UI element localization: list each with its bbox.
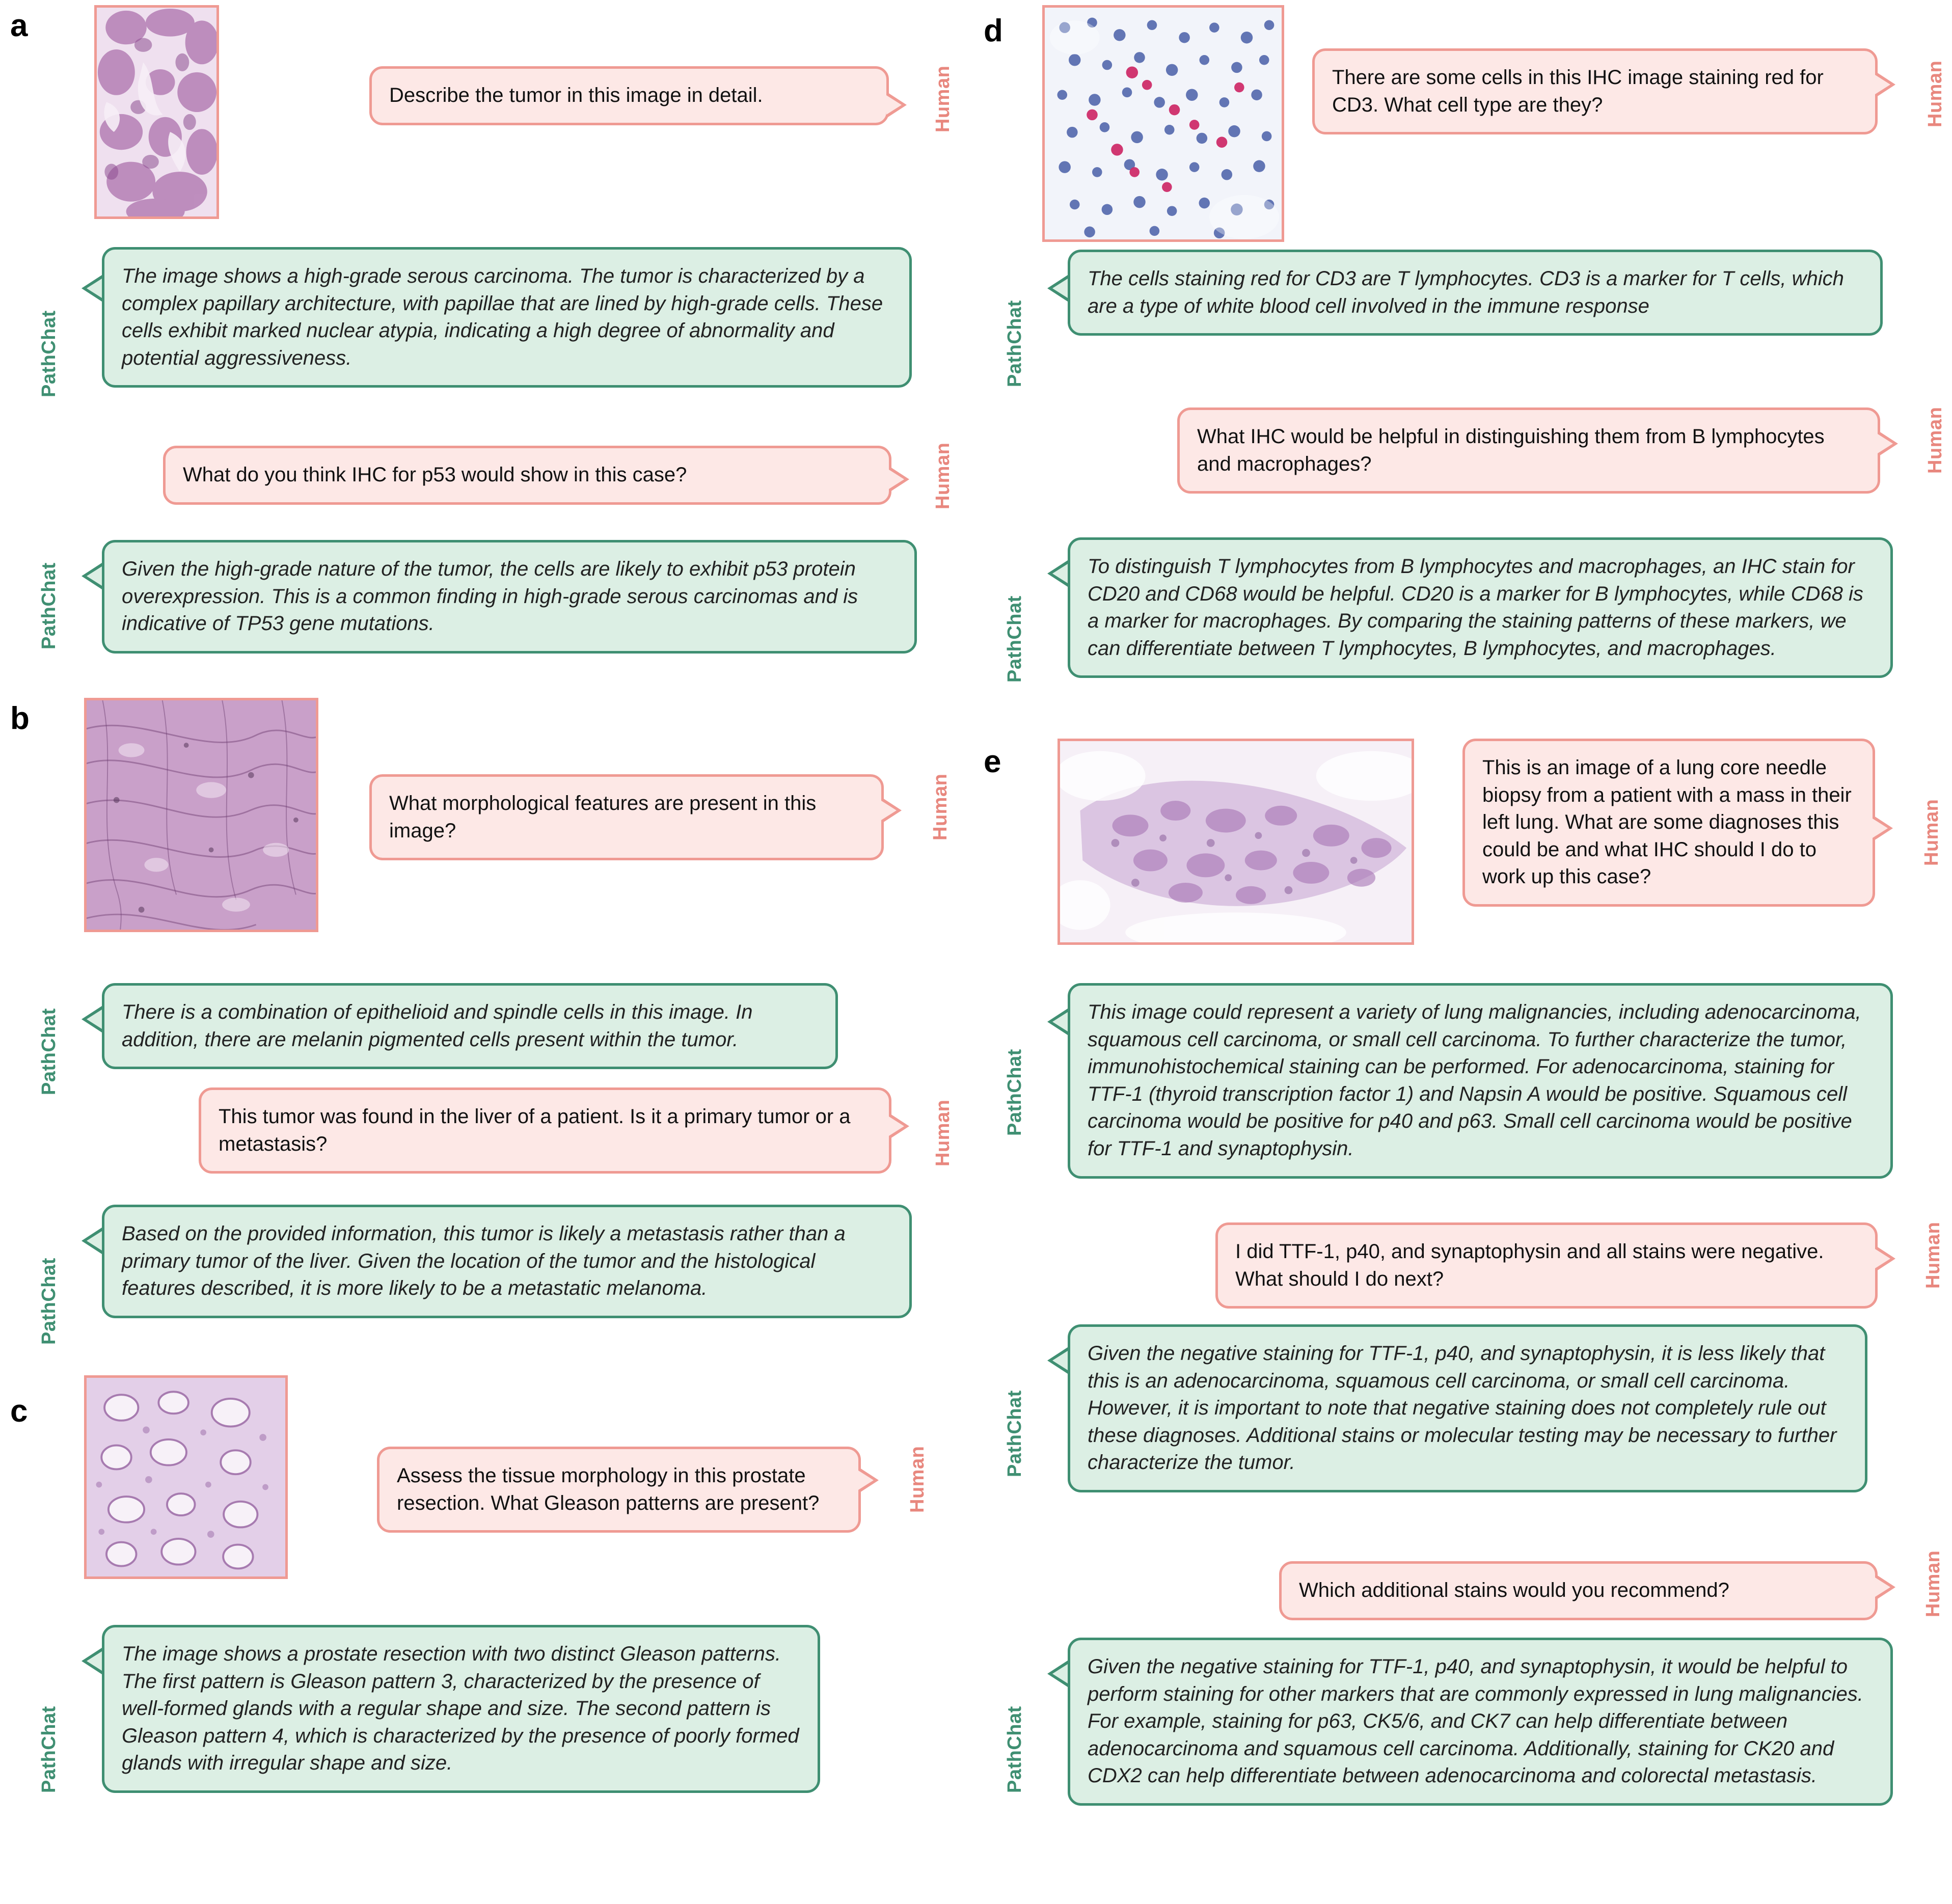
speaker-label-pathchat-d1: PathChat <box>1004 300 1025 387</box>
bubble-tail-inner-a1 <box>886 95 902 115</box>
panel-letter-d: d <box>984 13 1003 48</box>
bubble-text: To distinguish T lymphocytes from B lymphocytes and macrophages, an IHC stain for CD20 and CD68 would be helpful. CD20 is a marker for B lymphocytes, while CD68 is a marker for macrophages. By comparing the staining patterns of these markers, we can differentiate between T lymphocytes, B lymphocytes, and macrophages. <box>1088 555 1863 660</box>
bubble-tail-inner-e1 <box>1873 819 1888 838</box>
tissue-image-b <box>87 700 316 930</box>
speaker-label-human-b1: Human <box>930 773 951 840</box>
bubble-text: I did TTF-1, p40, and synaptophysin and all stains were negative. What should I do next? <box>1235 1240 1824 1290</box>
bubble-text: What IHC would be helpful in distinguishing them from B lymphocytes and macrophages? <box>1197 425 1825 475</box>
bubble-text: The cells staining red for CD3 are T lymphocytes. CD3 is a marker for T cells, which are a type of white blood cell involved in the immune response <box>1088 267 1844 317</box>
bubble-pathchat-a2 <box>102 540 917 654</box>
bubble-text: What do you think IHC for p53 would show in this case? <box>183 464 687 486</box>
bubble-tail-inner-d4 <box>1052 564 1068 583</box>
tissue-image-e <box>1060 741 1412 942</box>
bubble-text: Based on the provided information, this tumor is likely a metastasis rather than a primary tumor of the liver. Given the location of the tumor and the histological features described, it is more likely to be a metastatic melanoma. <box>122 1222 846 1300</box>
speaker-label-human-b2: Human <box>932 1099 954 1166</box>
speaker-label-pathchat-c1: PathChat <box>38 1706 60 1793</box>
bubble-pathchat-e3 <box>1068 1638 1893 1806</box>
bubble-pathchat-b1 <box>102 983 838 1069</box>
speaker-label-pathchat-b2: PathChat <box>38 1258 60 1345</box>
speaker-label-pathchat-b1: PathChat <box>38 1008 60 1095</box>
panel-letter-c: c <box>10 1394 28 1429</box>
bubble-human-a2 <box>163 446 891 505</box>
bubble-text: There is a combination of epithelioid and spindle cells in this image. In addition, there are melanin pigmented cells present within the tumor. <box>122 1001 753 1051</box>
bubble-pathchat-e2 <box>1068 1324 1867 1492</box>
bubble-pathchat-e1 <box>1068 983 1893 1179</box>
bubble-tail-inner-e3 <box>1875 1249 1890 1268</box>
bubble-tail-inner-e2 <box>1052 1012 1068 1031</box>
bubble-text: Assess the tissue morphology in this prostate resection. What Gleason patterns are present? <box>397 1464 820 1514</box>
figure-right-column <box>976 0 1952 1904</box>
bubble-text: What morphological features are present in this image? <box>389 792 817 842</box>
bubble-text: This image could represent a variety of lung malignancies, including adenocarcinoma, squamous cell carcinoma, or small cell carcinoma. To further characterize the tumor, immunohistochemical staining can be performed. For adenocarcinoma, staining for TTF-1 (thyroid transcription factor 1) and Napsin A would be positive. Squamous cell carcinoma would be positive for p40 and p63. Small cell carcinoma would be positive for TTF-1 and synaptophysin. <box>1088 1001 1861 1160</box>
speaker-label-pathchat-a2: PathChat <box>38 562 60 649</box>
histology-thumbnail-e <box>1058 739 1414 945</box>
bubble-tail-inner-a4 <box>87 566 102 586</box>
tissue-image-d <box>1045 8 1282 239</box>
bubble-human-e2 <box>1215 1222 1878 1309</box>
bubble-text: Describe the tumor in this image in detail. <box>389 84 763 106</box>
bubble-text: This is an image of a lung core needle biopsy from a patient with a mass in their left lung. What are some diagnoses this could be and what IHC should I do to work up this case? <box>1482 756 1852 888</box>
panel-letter-a: a <box>10 8 28 43</box>
bubble-tail-inner-b4 <box>87 1231 102 1250</box>
bubble-tail-inner-d1 <box>1875 75 1890 94</box>
bubble-human-c1 <box>377 1447 861 1533</box>
bubble-pathchat-a1 <box>102 247 912 388</box>
histology-thumbnail-c <box>84 1375 288 1579</box>
bubble-tail-inner-e6 <box>1052 1664 1068 1683</box>
tissue-image-a <box>97 8 216 216</box>
bubble-text: This tumor was found in the liver of a patient. Is it a primary tumor or a metastasis? <box>219 1105 851 1155</box>
bubble-human-d1 <box>1312 48 1878 134</box>
speaker-label-human-d1: Human <box>1924 60 1946 127</box>
bubble-human-d2 <box>1177 407 1880 494</box>
speaker-label-human-a1: Human <box>932 65 954 132</box>
bubble-tail-inner-a3 <box>889 470 904 489</box>
bubble-text: The image shows a prostate resection with two distinct Gleason patterns. The first pattern is Gleason pattern 3, characterized by the presence of well-formed glands with a regular shape and size. The second pattern is Gleason pattern 4, which is characterized by the presence of poorly formed glands with irregular shape and size. <box>122 1643 799 1775</box>
speaker-label-human-e1: Human <box>1921 799 1942 866</box>
bubble-tail-inner-e5 <box>1875 1577 1890 1597</box>
bubble-text: Which additional stains would you recommend? <box>1299 1579 1729 1601</box>
bubble-text: Given the high-grade nature of the tumor, the cells are likely to exhibit p53 protein overexpression. This is a common finding in high-grade serous carcinomas and is indicative of TP53 gene mutations. <box>122 558 858 635</box>
bubble-text: Given the negative staining for TTF-1, p40, and synaptophysin, it would be helpful to perform staining for other markers that are commonly expressed in lung malignancies. For example, staining for p63, CK5/6, and CK7 can help differentiate between adenocarcinoma and squamous cell carcinoma. Additionally, staining for CK20 and CDX2 can help differentiate between adenocarcinoma and colorectal metastasis. <box>1088 1655 1863 1787</box>
bubble-human-b2 <box>199 1087 891 1174</box>
bubble-human-e1 <box>1462 739 1875 907</box>
speaker-label-human-c1: Human <box>907 1446 928 1513</box>
bubble-tail-inner-c2 <box>87 1651 102 1671</box>
speaker-label-pathchat-e1: PathChat <box>1004 1049 1025 1136</box>
bubble-pathchat-d2 <box>1068 537 1893 678</box>
speaker-label-pathchat-d2: PathChat <box>1004 595 1025 683</box>
speaker-label-human-d2: Human <box>1924 406 1946 474</box>
bubble-tail-inner-c1 <box>858 1471 874 1490</box>
speaker-label-human-a2: Human <box>932 442 954 509</box>
panel-letter-e: e <box>984 744 1001 779</box>
tissue-image-c <box>87 1378 285 1576</box>
histology-thumbnail-d <box>1042 5 1284 242</box>
bubble-human-e3 <box>1279 1561 1878 1620</box>
bubble-text: The image shows a high-grade serous carcinoma. The tumor is characterized by a complex papillary architecture, with papillae that are lined by high-grade cells. These cells exhibit marked nuclear atypia, indicating a high degree of abnormality and potential aggressiveness. <box>122 265 883 369</box>
bubble-tail-inner-d2 <box>1052 279 1068 298</box>
bubble-tail-inner-b1 <box>881 801 897 820</box>
bubble-human-a1 <box>369 66 889 125</box>
bubble-human-b1 <box>369 774 884 860</box>
bubble-pathchat-d1 <box>1068 250 1883 336</box>
panel-letter-b: b <box>10 701 30 736</box>
bubble-tail-inner-a2 <box>87 279 102 298</box>
histology-thumbnail-b <box>84 698 318 932</box>
bubble-tail-inner-d3 <box>1878 434 1893 453</box>
bubble-pathchat-b2 <box>102 1205 912 1318</box>
bubble-text: There are some cells in this IHC image staining red for CD3. What cell type are they? <box>1332 66 1824 116</box>
speaker-label-pathchat-e2: PathChat <box>1004 1390 1025 1477</box>
bubble-text: Given the negative staining for TTF-1, p40, and synaptophysin, it is less likely that this is an adenocarcinoma, squamous cell carcinoma, or small cell carcinoma. However, it is important to note that negative staining does not completely rule out these diagnoses. Additional stains or molecular testing may be necessary to further characterize the tumor. <box>1088 1342 1837 1474</box>
bubble-tail-inner-b2 <box>87 1010 102 1029</box>
speaker-label-pathchat-a1: PathChat <box>38 310 60 397</box>
histology-thumbnail-a <box>94 5 219 219</box>
speaker-label-human-e2: Human <box>1922 1221 1944 1289</box>
speaker-label-pathchat-e3: PathChat <box>1004 1706 1025 1793</box>
bubble-pathchat-c1 <box>102 1625 820 1793</box>
bubble-tail-inner-b3 <box>889 1117 904 1136</box>
bubble-tail-inner-e4 <box>1052 1351 1068 1370</box>
speaker-label-human-e3: Human <box>1922 1550 1944 1617</box>
